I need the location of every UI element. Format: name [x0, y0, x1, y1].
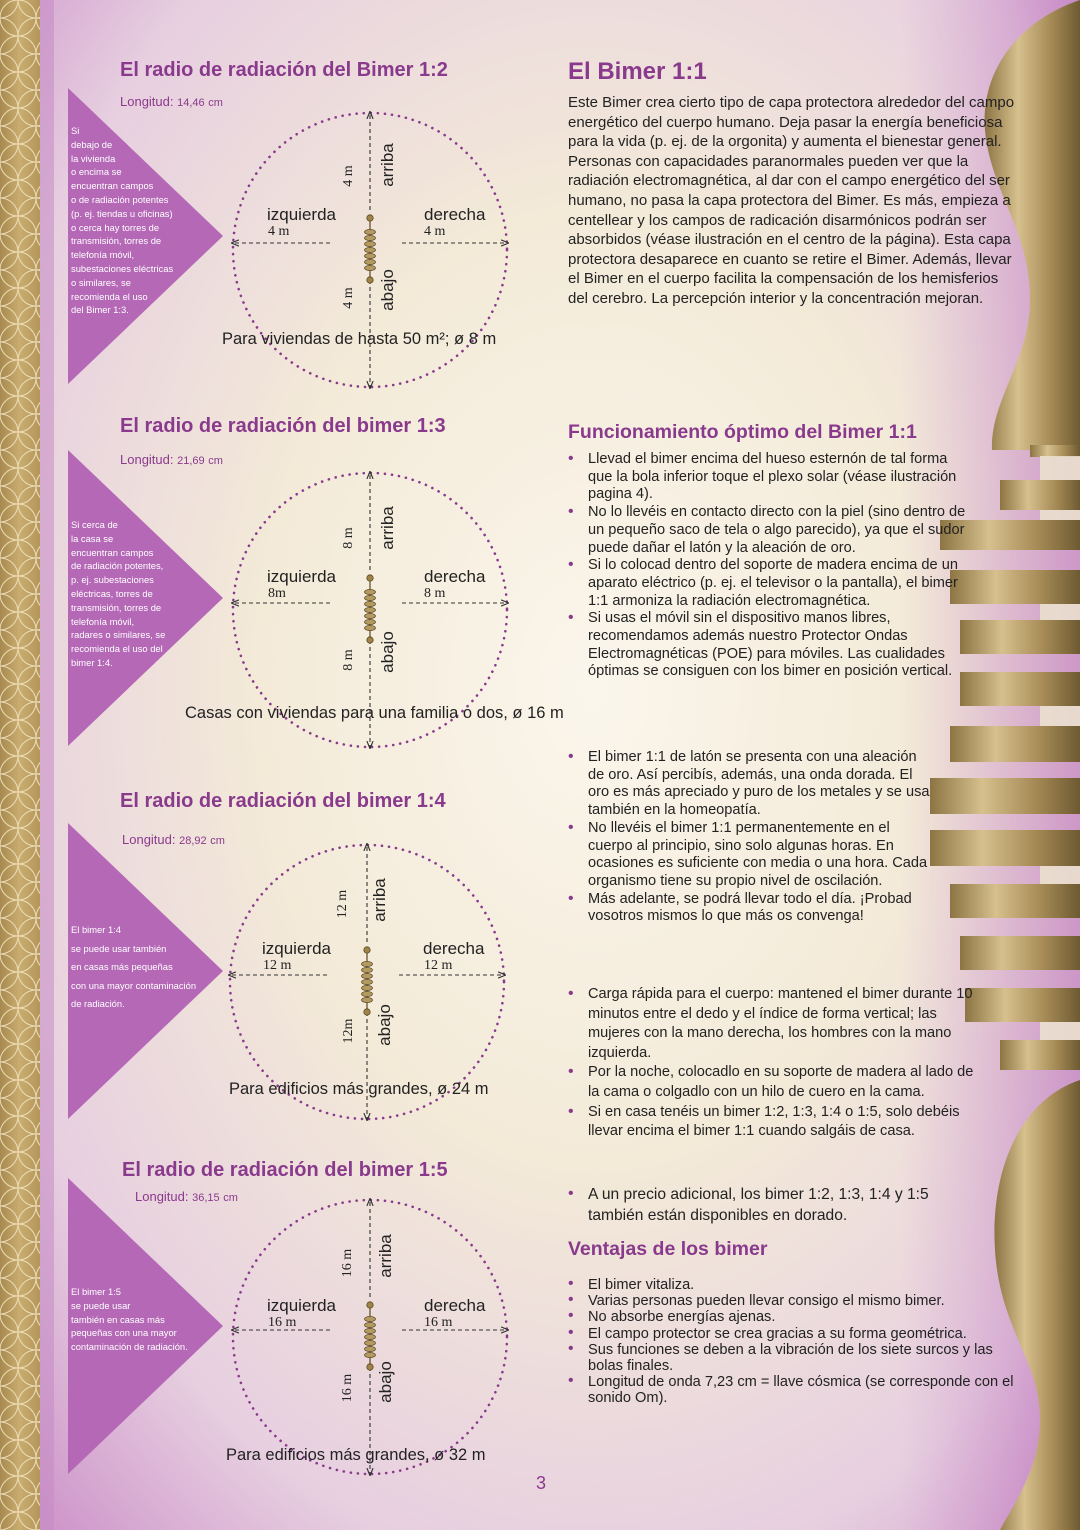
diagram-3-down-label: abajo [375, 1004, 394, 1046]
diagram-1-caption: Para viviendas de hasta 50 m²; ø 8 m [222, 330, 497, 348]
diagram-3-note: El bimer 1:4 se puede usar también en casas más pequeñas con una mayor contaminación de radiación. [71, 924, 197, 1010]
diagram-3-down-dist: 12m [341, 1018, 356, 1044]
list-item: • Sus funciones se deben a la vibración de los siete surcos y las bolas finales. [568, 1342, 1018, 1374]
diagram-3-right-dist: 12 m [424, 958, 453, 973]
list-item: • Longitud de onda 7,23 cm = llave cósmica (se corresponde con el sonido Om). [568, 1374, 1018, 1406]
diagram-2-down-label: abajo [378, 631, 397, 673]
funcionamiento-list-a [568, 451, 968, 681]
diagram-2-longitud: Longitud: 21,69 cm [120, 452, 223, 467]
list-item: • Carga rápida para el cuerpo: mantened el bimer durante 10 minutos entre el dedo y el índice de forma vertical; las mujeres con la mano derecha, los hombres con la mano izquierda. [568, 985, 978, 1063]
list-item: • Si lo colocad dentro del soporte de madera encima de un aparato eléctrico (p. ej. el televisor o la pantalla), el bimer 1:1 armoniza la radiación electromagnética. [568, 557, 968, 610]
diagram-2-right-dist: 8 m [424, 586, 446, 601]
funcionamiento-list-c [568, 985, 978, 1142]
bimer11-intro: Este Bimer crea cierto tipo de capa protectora alrededor del campo energético del cuerpo humano. Deja pasar la energía beneficiosa para la vida (p. ej. de la orgonita) y aumenta el bienestar general. Personas con capacidades paranormales pueden ver que la radiación electromagnética, al dar con el campo energético del ser humano, no pasa la capa protectora del Bimer. Es más, empieza a centellear y los campos de radicación disarmónicos podrán ser absorbidos (véase ilustración en el centro de la página). Esta capa protectora desaparece en cuanto se retire el Bimer. Además, llevar el Bimer en el cuerpo facilita la compensación de los hemisferios del cerebro. La percepción interior y la concentración mejoran. [568, 94, 1015, 307]
diagram-4-note: El bimer 1:5 se puede usar también en casas más pequeñas con una mayor contaminación de radiación. [71, 1286, 188, 1353]
diagram-1-down-dist: 4 m [341, 287, 356, 309]
ventajas-list [568, 1277, 1018, 1407]
list-item: • No llevéis el bimer 1:1 permanentemente en el cuerpo al principio, sino solo algunas horas. En ocasiones es suficiente con media o una hora. Cada organismo tiene su propio nivel de oscilación. [568, 820, 933, 891]
bimer-icon [365, 1302, 376, 1370]
diagram-1-up-dist: 4 m [341, 165, 356, 187]
diagram-1-right-dist: 4 m [424, 224, 446, 239]
diagram-3-left-label: izquierda [262, 939, 331, 958]
diagram-4-right-dist: 16 m [424, 1315, 453, 1330]
diagram-4-up-dist: 16 m [340, 1248, 355, 1278]
diagram-4-up-label: arriba [376, 1234, 395, 1278]
diagram-1-note: Si debajo de la vivienda o encima se encuentran campos o de radiación potentes (p. ej. tiendas u oficinas) o cerca hay torres de transmisión, torres de telefonía móvil, subestaciones eléctricas o similares, se recomienda el uso del Bimer 1:3. [71, 125, 174, 316]
diagram-1-longitud: Longitud: 14,46 cm [120, 94, 223, 109]
diagram-4-right-label: derecha [424, 1296, 486, 1315]
list-item: • El bimer 1:1 de latón se presenta con una aleación de oro. Así percibís, además, una onda dorada. El oro es más apreciado y puro de los metales y se usa también en la homeopatía. [568, 749, 933, 820]
diagram-3-longitud: Longitud: 28,92 cm [122, 832, 225, 847]
diagram-4-title: El radio de radiación del bimer 1:5 [122, 1159, 448, 1181]
list-item: • Por la noche, colocadlo en su soporte de madera al lado de la cama o colgadlo con un hilo de cuero en la cama. [568, 1063, 978, 1102]
diagram-4-down-dist: 16 m [340, 1373, 355, 1403]
diagram-3-up-label: arriba [370, 878, 389, 922]
funcionamiento-list-d [568, 1185, 988, 1226]
diagram-4-radiation-circle [225, 1192, 515, 1482]
bimer-icon [365, 575, 376, 643]
diagram-2-left-dist: 8m [268, 586, 286, 601]
list-item: • No absorbe energías ajenas. [568, 1309, 1018, 1325]
funcionamiento-list-b [568, 749, 933, 926]
diagram-1-up-label: arriba [378, 143, 397, 187]
funcionamiento-title: Funcionamiento óptimo del Bimer 1:1 [568, 421, 917, 443]
bimer-icon [365, 215, 376, 283]
diagram-1-radiation-circle [225, 105, 515, 395]
diagram-3-title: El radio de radiación del bimer 1:4 [120, 790, 446, 812]
diagram-4-longitud: Longitud: 36,15 cm [135, 1189, 238, 1204]
diagram-3-right-label: derecha [423, 939, 485, 958]
diagram-4-left-label: izquierda [267, 1296, 336, 1315]
list-item: • El campo protector se crea gracias a su forma geométrica. [568, 1326, 1018, 1342]
list-item: • Si en casa tenéis un bimer 1:2, 1:3, 1:4 o 1:5, solo debéis llevar encima el bimer 1:1 cuando salgáis de casa. [568, 1103, 978, 1142]
list-item: • El bimer vitaliza. [568, 1277, 1018, 1293]
diagram-3-left-dist: 12 m [263, 958, 292, 973]
list-item: • Más adelante, se podrá llevar todo el día. ¡Probad vosotros mismos lo que más os convenga! [568, 891, 933, 926]
diagram-2-caption: Casas con viviendas para una familia o dos, ø 16 m [185, 704, 564, 722]
diagram-1-right-label: derecha [424, 205, 486, 224]
diagram-2-up-label: arriba [378, 506, 397, 550]
diagram-3-up-dist: 12 m [335, 889, 350, 919]
bimer-icon [362, 947, 373, 1015]
list-item: • Si usas el móvil sin el dispositivo manos libres, recomendamos además nuestro Protector Ondas Electromagnéticas (POE) para móviles. Las cualidades óptimas se consiguen con los bimer en posición vertical. [568, 610, 968, 681]
list-item: • A un precio adicional, los bimer 1:2, 1:3, 1:4 y 1:5 también están disponibles en dorado. [568, 1185, 988, 1226]
diagram-2-note: Si cerca de la casa se encuentran campos de radiación potentes, p. ej. subestaciones eléctricas, torres de transmisión, torres de telefonía móvil, radares o similares, se recomienda el uso del bimer 1:4. [71, 519, 166, 668]
list-item: • Llevad el bimer encima del hueso esternón de tal forma que la bola inferior toque el plexo solar (véase ilustración pagina 4). [568, 451, 968, 504]
diagram-2-right-label: derecha [424, 567, 486, 586]
diagram-2-left-label: izquierda [267, 567, 336, 586]
ventajas-title: Ventajas de los bimer [568, 1238, 768, 1260]
diagram-2-up-dist: 8 m [341, 527, 356, 549]
page-number: 3 [536, 1473, 547, 1493]
diagram-1-title: El radio de radiación del Bimer 1:2 [120, 59, 448, 81]
diagram-3-caption: Para edificios más grandes, ø 24 m [229, 1080, 489, 1098]
list-item: • No lo llevéis en contacto directo con la piel (sino dentro de un pequeño saco de tela o algo parecido), ya que el sudor puede dañar el latón y la aleación de oro. [568, 504, 968, 557]
diagram-2-down-dist: 8 m [341, 649, 356, 671]
diagram-4-caption: Para edificios más grandes, ø 32 m [226, 1446, 486, 1464]
diagram-1-down-label: abajo [378, 269, 397, 311]
list-item: • Varias personas pueden llevar consigo el mismo bimer. [568, 1293, 1018, 1309]
diagram-1-left-label: izquierda [267, 205, 336, 224]
bimer11-title: El Bimer 1:1 [568, 58, 707, 85]
diagram-2-title: El radio de radiación del bimer 1:3 [120, 415, 446, 437]
diagram-4-left-dist: 16 m [268, 1315, 297, 1330]
diagram-1-left-dist: 4 m [268, 224, 290, 239]
diagram-4-down-label: abajo [376, 1361, 395, 1403]
